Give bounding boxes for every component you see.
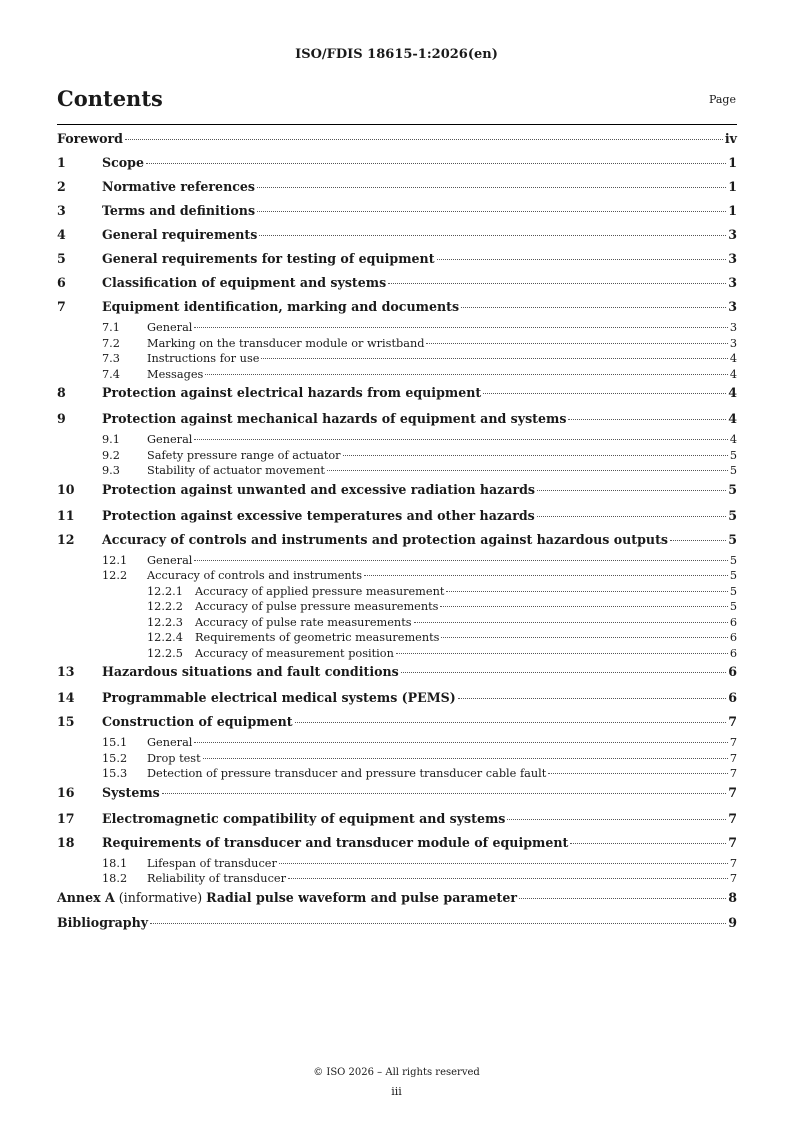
- dot-leader: [125, 139, 723, 140]
- toc-entry-number: 9.1: [102, 433, 120, 446]
- toc-entry-13[interactable]: [57, 662, 737, 688]
- toc-entry-title: General: [147, 321, 193, 334]
- toc-entry-9-3[interactable]: [57, 464, 737, 480]
- toc-entry-number: 1: [57, 155, 66, 170]
- dot-leader: [440, 606, 727, 607]
- dot-leader: [257, 187, 726, 188]
- toc-page-number: 7: [728, 784, 737, 800]
- toc-entry-number: 9.2: [102, 448, 120, 462]
- toc-entry-7[interactable]: [57, 297, 737, 321]
- toc-entry-number: 7.3: [102, 352, 120, 365]
- dot-leader: [194, 560, 727, 561]
- toc-entry-number: 7.2: [102, 336, 120, 350]
- dot-leader: [279, 863, 728, 864]
- toc-entry-title: Safety pressure range of actuator: [147, 448, 341, 462]
- toc-page-number: 3: [728, 275, 737, 290]
- toc-entry-1[interactable]: [57, 153, 737, 177]
- toc-entry-title: Accuracy of pulse pressure measurements: [195, 600, 439, 613]
- toc-entry-number: 7.4: [102, 367, 120, 381]
- dot-leader: [327, 470, 728, 471]
- page-number: iii: [391, 1085, 402, 1098]
- toc-entry-title: Accuracy of controls and instruments: [147, 569, 362, 582]
- toc-entry-title: General requirements: [102, 227, 258, 242]
- dot-leader: [568, 419, 726, 420]
- toc-page-number: 4: [729, 367, 737, 381]
- toc-entry-annex-a[interactable]: [57, 888, 737, 913]
- toc-entry-title: Marking on the transducer module or wristband: [147, 336, 425, 350]
- toc-entry-number: 9.3: [102, 464, 120, 477]
- toc-entry-11[interactable]: [57, 506, 737, 530]
- toc-entry-9-2[interactable]: [57, 449, 737, 465]
- dot-leader: [343, 455, 728, 456]
- toc-entry-number: 15: [57, 714, 75, 729]
- dot-leader: [295, 722, 727, 723]
- toc-page-number: 7: [729, 872, 737, 885]
- toc-entry-number: 12.2.2: [147, 600, 183, 613]
- toc-entry-12-2-2[interactable]: [57, 600, 737, 616]
- toc-entry-bibliography[interactable]: [57, 913, 737, 937]
- toc-page-number: 6: [729, 646, 737, 660]
- toc-entry-number: 13: [57, 664, 75, 679]
- toc-entry-number: 16: [57, 784, 75, 800]
- toc-entry-16[interactable]: [57, 783, 737, 809]
- toc-entry-14[interactable]: [57, 688, 737, 712]
- toc-page-number: 3: [728, 251, 737, 266]
- toc-entry-title: Foreword: [57, 131, 123, 146]
- dot-leader: [150, 923, 726, 924]
- dot-leader: [548, 773, 728, 774]
- toc-entry-number: 10: [57, 481, 75, 497]
- dot-leader: [570, 843, 726, 844]
- toc-entry-15-2[interactable]: [57, 752, 737, 768]
- toc-entry-number: 2: [57, 179, 66, 194]
- dot-leader: [194, 439, 727, 440]
- toc-page-number: 1: [728, 179, 737, 194]
- toc-page-number: 3: [729, 336, 737, 350]
- toc-entry-17[interactable]: [57, 809, 737, 833]
- dot-leader: [537, 490, 726, 491]
- toc-entry-title: Accuracy of controls and instruments and protection against hazardous outputs: [102, 531, 668, 547]
- annex-note: (informative): [114, 889, 207, 905]
- dot-leader: [364, 575, 728, 576]
- toc-entry-title: Lifespan of transducer: [147, 856, 277, 870]
- dot-leader: [146, 163, 726, 164]
- dot-leader: [401, 672, 726, 673]
- toc-entry-number: 18: [57, 834, 75, 850]
- toc-entry-title: Protection against unwanted and excessive radiation hazards: [102, 481, 536, 497]
- toc-entry-title: Radial pulse waveform and pulse parameter: [206, 889, 517, 905]
- toc-page-number: 5: [728, 531, 737, 547]
- toc-entry-number: 3: [57, 203, 66, 218]
- toc-entry-number: 11: [57, 507, 75, 523]
- toc-entry-15-3[interactable]: [57, 767, 737, 783]
- dot-leader: [441, 637, 727, 638]
- toc-entry-title: Requirements of geometric measurements: [195, 631, 440, 644]
- dot-leader: [259, 235, 726, 236]
- toc-entry-title: Protection against mechanical hazards of equipment and systems: [102, 411, 567, 426]
- toc-entry-12-2-1[interactable]: [57, 585, 737, 601]
- page-title: Contents: [57, 86, 163, 111]
- page-column-label: Page: [708, 93, 736, 106]
- toc-entry-title: Terms and definitions: [102, 203, 256, 218]
- dot-leader: [162, 793, 726, 794]
- toc-page-number: 3: [728, 299, 737, 314]
- toc-entry-7-4[interactable]: [57, 368, 737, 384]
- toc-entry-title: General: [147, 736, 193, 749]
- dot-leader: [670, 540, 726, 541]
- toc-entry-12-1[interactable]: [57, 554, 737, 570]
- toc-page-number: 7: [728, 810, 737, 826]
- toc-page-number: 5: [728, 507, 737, 523]
- toc-page-number: 3: [729, 321, 737, 334]
- toc-entry-number: 15.3: [102, 767, 128, 780]
- toc-entry-number: 8: [57, 385, 66, 400]
- toc-entry-number: 9: [57, 411, 66, 426]
- toc-page-number: 5: [729, 600, 737, 613]
- toc-entry-number: 15.2: [102, 751, 128, 765]
- toc-entry-title: Requirements of transducer and transducer module of equipment: [102, 834, 569, 850]
- toc-page-number: 7: [729, 736, 737, 749]
- toc-entry-title: Hazardous situations and fault conditions: [102, 664, 399, 679]
- toc-entry-number: 18.1: [102, 856, 128, 870]
- dot-leader: [203, 758, 728, 759]
- annex-label: Annex A: [57, 889, 115, 905]
- toc-entry-5[interactable]: [57, 249, 737, 273]
- toc-entry-number: 12.2.5: [147, 646, 183, 660]
- toc-page-number: 6: [729, 631, 737, 644]
- toc-page-number: 6: [728, 664, 737, 679]
- toc-entry-number: 7.1: [102, 321, 120, 334]
- toc-entry-9-1[interactable]: [57, 433, 737, 449]
- dot-leader: [396, 653, 728, 654]
- dot-leader: [414, 622, 728, 623]
- copyright-notice: © ISO 2026 – All rights reserved: [313, 1067, 480, 1078]
- toc-page-number: 5: [729, 584, 737, 598]
- toc-page-number: 4: [729, 433, 737, 446]
- toc-entry-title: Reliability of transducer: [147, 872, 286, 885]
- toc-page-number: 4: [728, 411, 737, 426]
- dot-leader: [537, 516, 727, 517]
- document-header: ISO/FDIS 18615-1:2026(en): [295, 47, 498, 62]
- toc-entry-number: 18.2: [102, 872, 128, 885]
- dot-leader: [257, 211, 726, 212]
- toc-page-number: 3: [728, 227, 737, 242]
- toc-entry-title: Classification of equipment and systems: [102, 275, 387, 290]
- toc-entry-title: Scope: [102, 155, 144, 170]
- toc-page-number: 7: [728, 714, 737, 729]
- toc-entry-title: Equipment identification, marking and documents: [102, 299, 460, 314]
- dot-leader: [483, 393, 726, 394]
- toc-entry-number: 7: [57, 299, 66, 314]
- toc-page-number: 7: [729, 767, 737, 780]
- toc-entry-title: Accuracy of measurement position: [195, 646, 394, 660]
- toc-entry-title: Protection against electrical hazards from equipment: [102, 385, 482, 400]
- dot-leader: [461, 307, 726, 308]
- toc-page-number: iv: [724, 131, 737, 146]
- toc-entry-6[interactable]: [57, 273, 737, 297]
- toc-entry-number: 15.1: [102, 736, 128, 749]
- table-of-contents: [57, 129, 737, 937]
- toc-entry-number: 12.2.1: [147, 584, 183, 598]
- dot-leader: [507, 819, 726, 820]
- toc-entry-12-2-3[interactable]: [57, 616, 737, 632]
- toc-entry-8[interactable]: [57, 383, 737, 409]
- toc-entry-number: 4: [57, 227, 66, 242]
- toc-entry-title: Messages: [147, 367, 204, 381]
- toc-entry-title: Construction of equipment: [102, 714, 293, 729]
- toc-entry-7-2[interactable]: [57, 337, 737, 353]
- toc-entry-18-2[interactable]: [57, 872, 737, 888]
- toc-entry-12-2[interactable]: [57, 569, 737, 585]
- dot-leader: [194, 742, 727, 743]
- dot-leader: [261, 358, 727, 359]
- toc-entry-3[interactable]: [57, 201, 737, 225]
- toc-entry-7-3[interactable]: [57, 352, 737, 368]
- toc-page-number: 1: [728, 203, 737, 218]
- toc-entry-title: Instructions for use: [147, 352, 260, 365]
- toc-entry-number: 5: [57, 251, 66, 266]
- toc-page-number: 7: [729, 751, 737, 765]
- toc-page-number: 5: [728, 481, 737, 497]
- toc-entry-title: Programmable electrical medical systems (PEMS): [102, 690, 456, 705]
- toc-entry-12-2-5[interactable]: [57, 647, 737, 663]
- toc-entry-title: Detection of pressure transducer and pressure transducer cable fault: [147, 767, 547, 780]
- dot-leader: [388, 283, 726, 284]
- toc-entry-title: Electromagnetic compatibility of equipment and systems: [102, 810, 506, 826]
- toc-entry-18-1[interactable]: [57, 857, 737, 873]
- toc-entry-title: General: [147, 433, 193, 446]
- toc-page-number: 5: [729, 553, 737, 567]
- toc-entry-number: 14: [57, 690, 75, 705]
- toc-entry-title: General: [147, 553, 193, 567]
- toc-page-number: 9: [728, 914, 737, 930]
- toc-entry-7-1[interactable]: [57, 321, 737, 337]
- toc-entry-number: 12: [57, 531, 75, 547]
- toc-page-number: 7: [729, 856, 737, 870]
- toc-entry-15-1[interactable]: [57, 736, 737, 752]
- toc-entry-12-2-4[interactable]: [57, 631, 737, 647]
- toc-entry-number: 17: [57, 810, 75, 826]
- toc-entry-2[interactable]: [57, 177, 737, 201]
- toc-page-number: 6: [729, 615, 737, 629]
- dot-leader: [194, 327, 727, 328]
- toc-page-number: 4: [729, 352, 737, 365]
- dot-leader: [288, 878, 728, 879]
- toc-page-number: 8: [728, 889, 737, 905]
- dot-leader: [426, 343, 727, 344]
- toc-entry-title: Bibliography: [57, 914, 149, 930]
- toc-page-number: 4: [728, 385, 737, 400]
- toc-entry-title: Systems: [102, 784, 160, 800]
- toc-entry-15[interactable]: [57, 712, 737, 736]
- toc-entry-title: Protection against excessive temperatures and other hazards: [102, 507, 535, 523]
- toc-page-number: 6: [728, 690, 737, 705]
- toc-page-number: 5: [729, 448, 737, 462]
- dot-leader: [205, 374, 728, 375]
- divider: [57, 124, 737, 125]
- toc-entry-number: 12.2: [102, 569, 128, 582]
- toc-page-number: 5: [729, 569, 737, 582]
- toc-entry-title: General requirements for testing of equipment: [102, 251, 435, 266]
- toc-page-number: 5: [729, 464, 737, 477]
- toc-entry-9[interactable]: [57, 409, 737, 433]
- toc-entry-title: Stability of actuator movement: [147, 464, 325, 477]
- toc-entry-4[interactable]: [57, 225, 737, 249]
- toc-entry-18[interactable]: [57, 833, 737, 857]
- toc-entry-foreword[interactable]: [57, 129, 737, 153]
- toc-entry-12[interactable]: [57, 530, 737, 554]
- dot-leader: [458, 698, 727, 699]
- dot-leader: [446, 591, 727, 592]
- toc-page-number: 1: [728, 155, 737, 170]
- toc-entry-10[interactable]: [57, 480, 737, 506]
- toc-entry-title: Accuracy of applied pressure measurement: [195, 584, 445, 598]
- toc-entry-number: 12.2.4: [147, 631, 183, 644]
- toc-entry-number: 6: [57, 275, 66, 290]
- dot-leader: [519, 898, 726, 899]
- toc-entry-title: Accuracy of pulse rate measurements: [195, 615, 412, 629]
- toc-entry-title: Drop test: [147, 751, 201, 765]
- toc-entry-title: Normative references: [102, 179, 256, 194]
- toc-entry-number: 12.2.3: [147, 615, 183, 629]
- toc-entry-number: 12.1: [102, 553, 128, 567]
- dot-leader: [437, 259, 727, 260]
- toc-page-number: 7: [728, 834, 737, 850]
